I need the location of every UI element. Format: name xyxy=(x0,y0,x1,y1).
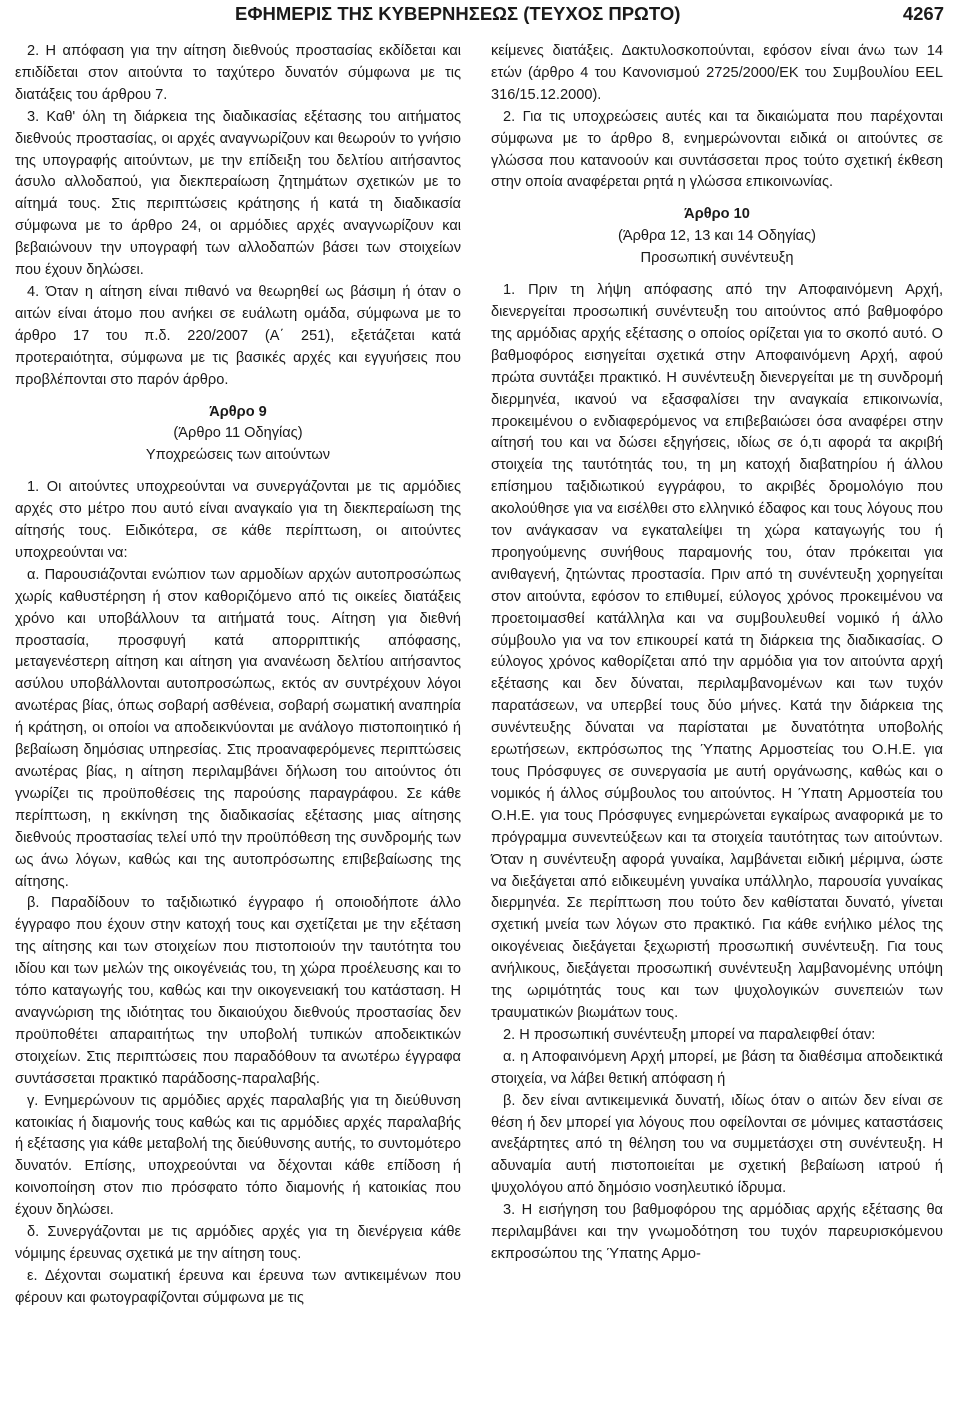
paragraph: 4. Όταν η αίτηση είναι πιθανό να θεωρηθεί ως βάσιμη ή όταν ο αιτών είναι άτομο που ανήκει σε ευάλωτη ομάδα, σύμφωνα με το άρθρο 17 του π.δ. 220/2007 (Α΄ 251), εξετάζεται κατά προτεραιότητα, σύμφωνα με τις βασικές αρχές και εγγυήσεις που προβλέπονται στο παρόν άρθρο. xyxy=(15,283,461,388)
paragraph: 2. Η απόφαση για την αίτηση διεθνούς προστασίας εκδίδεται και επιδίδεται στον αιτούντα το ταχύτερο δυνατόν σύμφωνα με τις διατάξεις του άρθρου 7. xyxy=(15,43,461,103)
article-heading: Προσωπική συνέντευξη xyxy=(640,250,794,267)
paragraph: κείμενες διατάξεις. Δακτυλοσκοπούνται, εφόσον είναι άνω των 14 ετών (άρθρο 4 του Κανονισμού 2725/2000/ΕΚ του Συμβουλίου EEL 316/15.12.2000). xyxy=(491,43,943,103)
paragraph: 1. Πριν τη λήψη απόφασης από την Αποφαινόμενη Αρχή, διενεργείται προσωπική συνέντευξη του αιτούντος από βαθμοφόρο της αρμόδιας αρχής εξέτασης ο οποίος ορίζεται για το σκοπό αυτό. Ο βαθμοφόρος εισηγείται σχετικά στην Αποφαινόμενη Αρχή, αφού πρώτα συντάξει πρακτικό. Η συνέντευξη διενεργείται με τη συνδρομή διερμηνέα, ικανού να εξασφαλίσει την αναγκαία επικοινωνία, προκειμένου ο ενδιαφερόμενος να επιβεβαιώσει όσα αναφέρει στην αίτησή του και να δώσει εξηγήσεις, ιδίως σε ό,τι αφορά τα ακριβή στοιχεία της ταυτότητάς του, τη μη κατοχή διαβατηρίου ή άλλου επίσημου ταξιδιωτικού εγγράφου, το ακριβές δρομολόγιο που ακολούθησε για να εισέλθει στο ελληνικό έδαφος και τους λόγους που τον ανάγκασαν να εγκαταλείψει τη χώρα καταγωγής του ή προηγούμενης συνήθους παραμονής του, όταν πρόκειται για ανιθαγενή, ζητώντας προστασία. Πριν από τη συνέντευξη χορηγείται στον αιτούντα, εφόσον το επιθυμεί, εύλογος χρόνος προκειμένου να προετοιμασθεί κατάλληλα και να συμβουλευθεί νομικό ή άλλο σύμβουλο για να τον επικουρεί κατά τη διάρκεια της διαδικασίας. Ο εύλογος χρόνος καθορίζεται από την αρμόδια για τον αιτούντα αρχή εξέτασης και δεν δύναται, περιλαμβανομένων και των τυχόν παρατάσεων, να υπερβεί τους δύο μήνες. Κατά την διάρκεια της συνέντευξης δύναται να παρίσταται με δυνατότητα υποβολής ερωτήσεων, εκπρόσωπος της Ύπατης Αρμοστείας του Ο.Η.Ε. για τους Πρόσφυγες σε συνεργασία με αυτή οργάνωσης, καθώς και ο νομικός ή άλλος σύμβουλος του αιτούντος. Η Ύπατη Αρμοστεία του Ο.Η.Ε. για τους Πρόσφυγες ενημερώνεται εγκαίρως αναφορικά με το πρόγραμμα συνεντεύξεων και τα στοιχεία ταυτότητας των αιτούντων. Όταν η συνέντευξη αφορά γυναίκα, λαμβάνεται ειδική μέριμνα, ώστε να διεξάγεται από ειδικευμένη γυναίκα υπάλληλο, παρουσία γυναίκας διερμηνέα. Σε περίπτωση που τούτο δεν καθίσταται δυνατό, γίνεται σχετική μνεία των λόγων στο πρακτικό. Για κάθε ενήλικο μέλος της οικογένειας διεξάγεται ξεχωριστή προσωπική συνέντευξη. Για τους ανήλικους, διεξάγεται προσωπική συνέντευξη λαμβανομένης υπόψη της ωριμότητάς τους και των ψυχολογικών συνεπειών των τραυματικών βιωμάτων τους. xyxy=(491,282,943,1021)
right-column xyxy=(491,41,943,1266)
paragraph: β. δεν είναι αντικειμενικά δυνατή, ιδίως όταν ο αιτών δεν είναι σε θέση ή δεν μπορεί για λόγους που οφείλονται σε μόνιμες καταστάσεις ανεξάρτητες από τη θέληση του να συμμετάσχει στη συνέντευξη. Η αδυναμία αυτή πιστοποιείται με σχετική βεβαίωση ιατρού ή ψυχολόγου από δημόσιο νοσηλευτικό ίδρυμα. xyxy=(491,1092,943,1197)
paragraph: ε. Δέχονται σωματική έρευνα και έρευνα των αντικειμένων που φέρουν και φωτογραφίζονται σύμφωνα με τις xyxy=(15,1267,461,1306)
article-title: Άρθρο 9 xyxy=(209,403,267,420)
gazette-title: ΕΦΗΜΕΡΙΣ ΤΗΣ ΚΥΒΕΡΝΗΣΕΩΣ (ΤΕΥΧΟΣ ΠΡΩΤΟ) xyxy=(235,3,681,24)
page-header xyxy=(0,0,960,32)
paragraph: γ. Ενημερώνουν τις αρμόδιες αρχές παραλαβής για τη διεύθυνση κατοικίας ή διαμονής τους καθώς και τις αρμόδιες αρχές παραλαβής ή εξέτασης για κάθε μεταβολή της διεύθυνσης αυτής, το συντομότερο δυνατόν. Επίσης, υποχρεούνται να δέχονται κάθε επίδοση ή κοινοποίηση στον πιο πρόσφατο τόπο διαμονής ή κατοικίας που έχουν δηλώσει. xyxy=(15,1092,461,1219)
article-subtitle: (Άρθρο 11 Οδηγίας) xyxy=(173,425,303,442)
paragraph: 3. Η εισήγηση του βαθμοφόρου της αρμόδιας αρχής εξέτασης θα περιλαμβάνει και την γνωμοδότηση του τυχόν παρευρισκόμενου εκπροσώπου της Ύπατης Αρμο- xyxy=(491,1202,943,1262)
paragraph: α. η Αποφαινόμενη Αρχή μπορεί, με βάση τα διαθέσιμα αποδεικτικά στοιχεία, να λάβει θετική απόφαση ή xyxy=(491,1048,943,1087)
page-number: 4267 xyxy=(902,3,944,24)
paragraph: 2. Για τις υποχρεώσεις αυτές και τα δικαιώματα που παρέχονται σύμφωνα με το άρθρο 8, ενημερώνονται ειδικά οι αιτούντες σε γλώσσα που κατανοούν και συντάσσεται προς τούτο σχετική έκθεση στην οποία αναφέρεται ρητά η γλώσσα επικοινωνίας. xyxy=(491,108,943,191)
article-title: Άρθρο 10 xyxy=(684,206,750,223)
article-subtitle: (Άρθρα 12, 13 και 14 Οδηγίας) xyxy=(617,228,817,245)
paragraph: β. Παραδίδουν το ταξιδιωτικό έγγραφο ή οποιοδήποτε άλλο έγγραφο που έχουν στην κατοχή τους και σχετίζεται με την εξέταση της αίτησης και των στοιχείων που πιστοποιούν την ταυτότητα του ιδίου και των μελών της οικογένειάς του, τη χώρα προέλευσης και το τόπο καταγωγής του, καθώς και την οικογενειακή του κατάσταση. Η αναγνώριση της ιδιότητας του δικαιούχου διεθνούς προστασίας δεν προϋποθέτει απαραιτήτως την υποβολή τυπικών αποδεικτικών στοιχείων. Στις περιπτώσεις που παραδόθουν τα ανωτέρω έγγραφα συντάσσεται πρακτικό παράδοσης-παραλαβής. xyxy=(15,895,461,1087)
left-column xyxy=(15,41,461,1310)
article-9-heading xyxy=(15,402,461,468)
paragraph: 2. Η προσωπική συνέντευξη μπορεί να παραλειφθεί όταν: xyxy=(503,1026,876,1043)
paragraph: α. Παρουσιάζονται ενώπιον των αρμοδίων αρχών αυτοπροσώπως χωρίς καθυστέρηση ή στον καθοριζόμενο από τις οικείες διατάξεις χρόνο και υποβάλλουν τα αιτήματά τους. Αίτηση για διεθνή προστασία, προσφυγή κατά απορριπτικής απόφασης, μεταγενέστερη αίτηση και αίτηση για ανανέωση δελτίου αιτήσαντος ασύλου υποβάλλονται αυτοπροσώπως, εκτός αν συντρέχουν λόγοι ανωτέρας βίας, όπως σοβαρή ασθένεια, σοβαρή σωματική αναπηρία ή κράτηση, οι οποίοι να αποδεικνύονται με ανάλογο πιστοποιητικό ή βεβαίωση δημόσιας υπηρεσίας. Στις προαναφερόμενες περιπτώσεις ανωτέρας βίας, η αίτηση περιλαμβάνει δήλωση του αιτούντος ότι γνωρίζει τις προϋποθέσεις της παρούσης παραγράφου. Σε κάθε περίπτωση, η εκκίνηση της διαδικασίας εξέτασης μιας αίτησης διεθνούς προστασίας τελεί υπό την προϋπόθεση της συνδρομής των ως άνω λόγων, καθώς και της αυτοπρόσωπης επιβεβαίωσης της αίτησης. xyxy=(15,566,461,890)
paragraph: δ. Συνεργάζονται με τις αρμόδιες αρχές για τη διενέργεια κάθε νόμιμης έρευνας σχετικά με την αίτηση τους. xyxy=(15,1224,461,1262)
paragraph: 1. Οι αιτούντες υποχρεούνται να συνεργάζονται με τις αρμόδιες αρχές στο μέτρο που αυτό είναι αναγκαίο για τη διεκπεραίωση της αίτησής τους. Ειδικότερα, σε κάθε περίπτωση, οι αιτούντες υποχρεούνται να: xyxy=(15,479,461,561)
article-heading: Υποχρεώσεις των αιτούντων xyxy=(145,447,331,464)
article-10-heading xyxy=(491,204,943,270)
paragraph: 3. Καθ' όλη τη διάρκεια της διαδικασίας εξέτασης του αιτήματος διεθνούς προστασίας, οι αρχές αναγνωρίζουν και θεωρούν το γνήσιο της υπογραφής αιτούντων, με την επίδειξη του δελτίου αιτήσαντος άσυλο αλλοδαπού, για διεκπεραίωση ζητημάτων σχετικών με το αίτημά τους. Στις περιπτώσεις κράτησης ή κατά τη διαδικασία σύμφωνα με το άρθρο 24, οι αρμόδιες αρχές αναγνωρίζουν και βεβαιώνουν την υπογραφή των αλλοδαπών βάσει των στοιχείων που έχουν δηλώσει. xyxy=(15,108,461,279)
